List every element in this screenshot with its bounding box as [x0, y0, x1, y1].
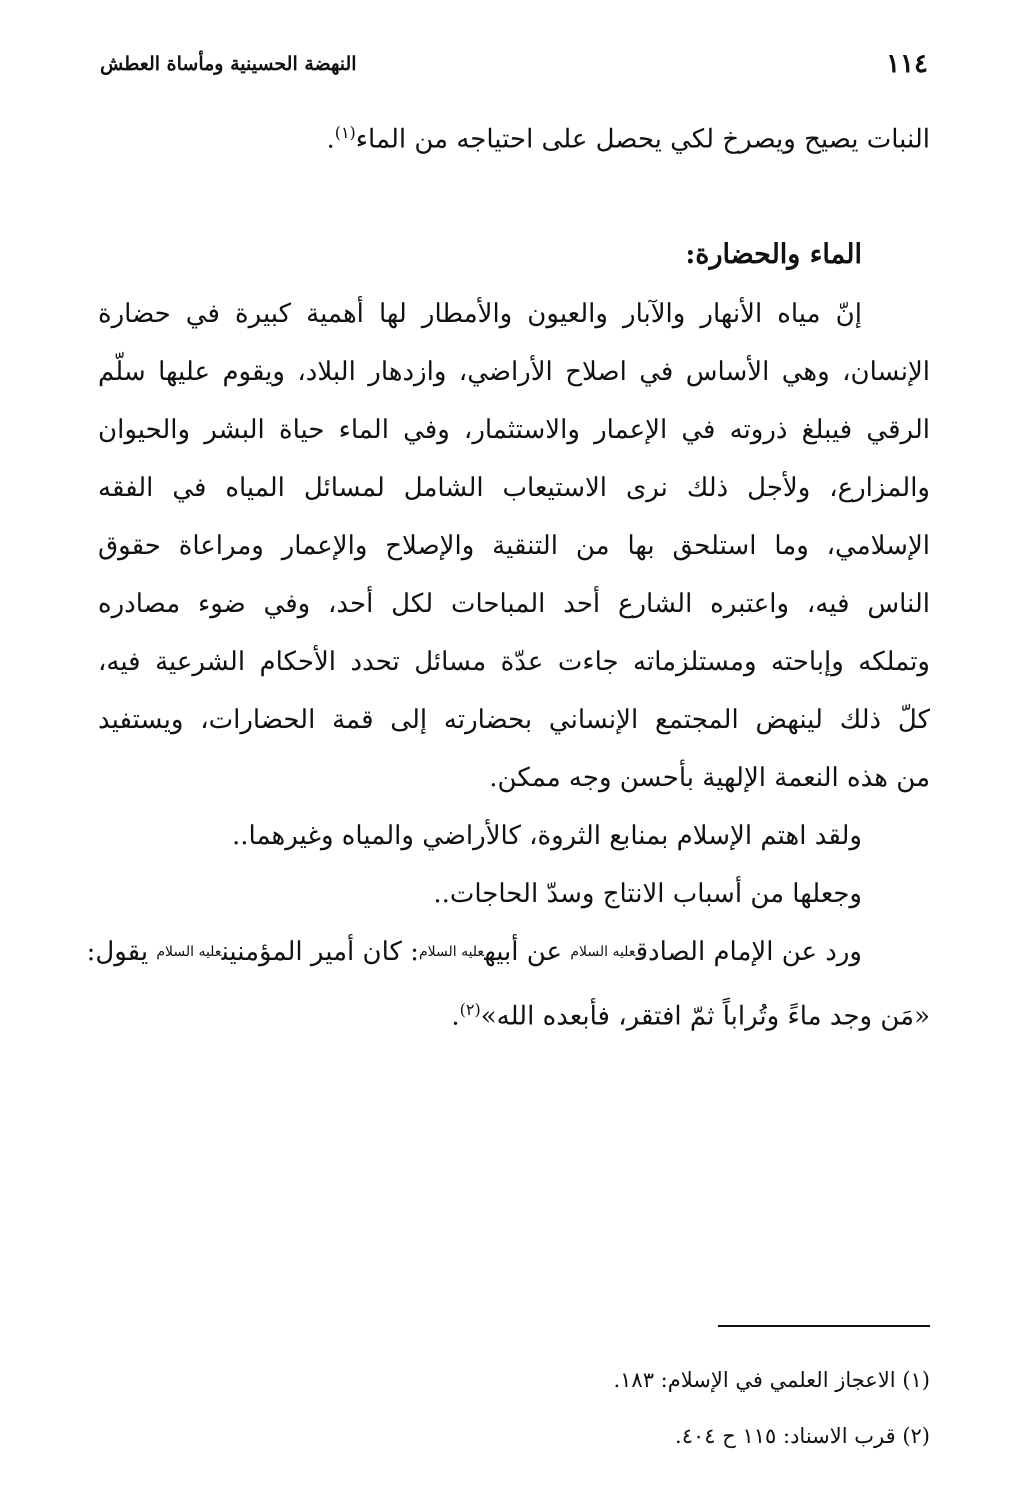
paragraph-line: الناس فيه، واعتبره الشارع أحد المباحات لكل أحد، وفي ضوء مصادره [98, 588, 930, 619]
opening-line: النبات يصيح ويصرخ لكي يحصل على احتياجه من الماء$^{(١)}$. [326, 123, 930, 155]
footnote-2: (٢) قرب الاسناد: ١١٥ ح ٤٠٤. [675, 1424, 930, 1448]
paragraph-line: الرقي فيبلغ ذروته في الإعمار والاستثمار، وفي الماء حياة البشر والحيوان [98, 414, 930, 445]
honorific-mark: عليه السلام [418, 943, 485, 960]
narration-part4: يقول: [86, 936, 157, 967]
paragraph-line: وتملكه وإباحته ومستلزماته جاءت عدّة مسائل تحدد الأحكام الشرعية فيه، [98, 646, 930, 677]
needs-line: وجعلها من أسباب الانتاج وسدّ الحاجات.. [433, 878, 862, 909]
paragraph-line: الإسلامي، وما استلحق بها من التنقية والإصلاح والإعمار ومراعاة حقوق [98, 530, 930, 561]
narration-line [86, 923, 930, 981]
footnote-ref-2: (٢) [459, 999, 481, 1019]
narration-part1: ورد عن الإمام الصادق [635, 936, 862, 967]
footnote-divider [718, 1325, 930, 1327]
quote-line: «مَن وجد ماءً وتُراباً ثمّ افتقر، فأبعده الله»$^{(٢)}$. [451, 999, 930, 1032]
page-number: ١١٤ [886, 49, 928, 79]
opening-line-text: النبات يصيح ويصرخ لكي يحصل على احتياجه من الماء [355, 124, 930, 155]
narration-part3: : كان أمير المؤمنين [221, 936, 419, 967]
honorific-mark: عليه السلام [156, 943, 222, 960]
paragraph-line: كلّ ذلك لينهض المجتمع الإنساني بحضارته إلى قمة الحضارات، ويستفيد [98, 704, 930, 735]
paragraph-line: من هذه النعمة الإلهية بأحسن وجه ممكن. [489, 762, 930, 793]
page-body [86, 104, 930, 1045]
paragraph-line: الإنسان، وهي الأساس في اصلاح الأراضي، وازدهار البلاد، ويقوم عليها سلّم [98, 356, 930, 387]
section-heading: الماء والحضارة: [685, 238, 862, 270]
footnotes [98, 1352, 930, 1464]
islam-resources-line: ولقد اهتم الإسلام بمنابع الثروة، كالأراضي والمياه وغيرهما.. [232, 820, 862, 851]
paragraph-line: إنّ مياه الأنهار والآبار والعيون والأمطار لها أهمية كبيرة في حضارة [98, 298, 862, 329]
paragraph-line: والمزارع، ولأجل ذلك نرى الاستيعاب الشامل لمسائل المياه في الفقه [98, 472, 930, 503]
main-paragraph [98, 285, 930, 807]
narration-part2: عن أبيه [484, 936, 571, 967]
quote-text: «مَن وجد ماءً وتُراباً ثمّ افتقر، فأبعده الله» [480, 1001, 930, 1032]
footnote-1: (١) الاعجاز العلمي في الإسلام: ١٨٣. [613, 1368, 930, 1392]
honorific-mark: عليه السلام [570, 943, 636, 960]
running-header [100, 44, 928, 84]
footnote-ref-1: (١) [334, 123, 356, 142]
book-title: النهضة الحسينية ومأساة العطش [100, 53, 357, 75]
